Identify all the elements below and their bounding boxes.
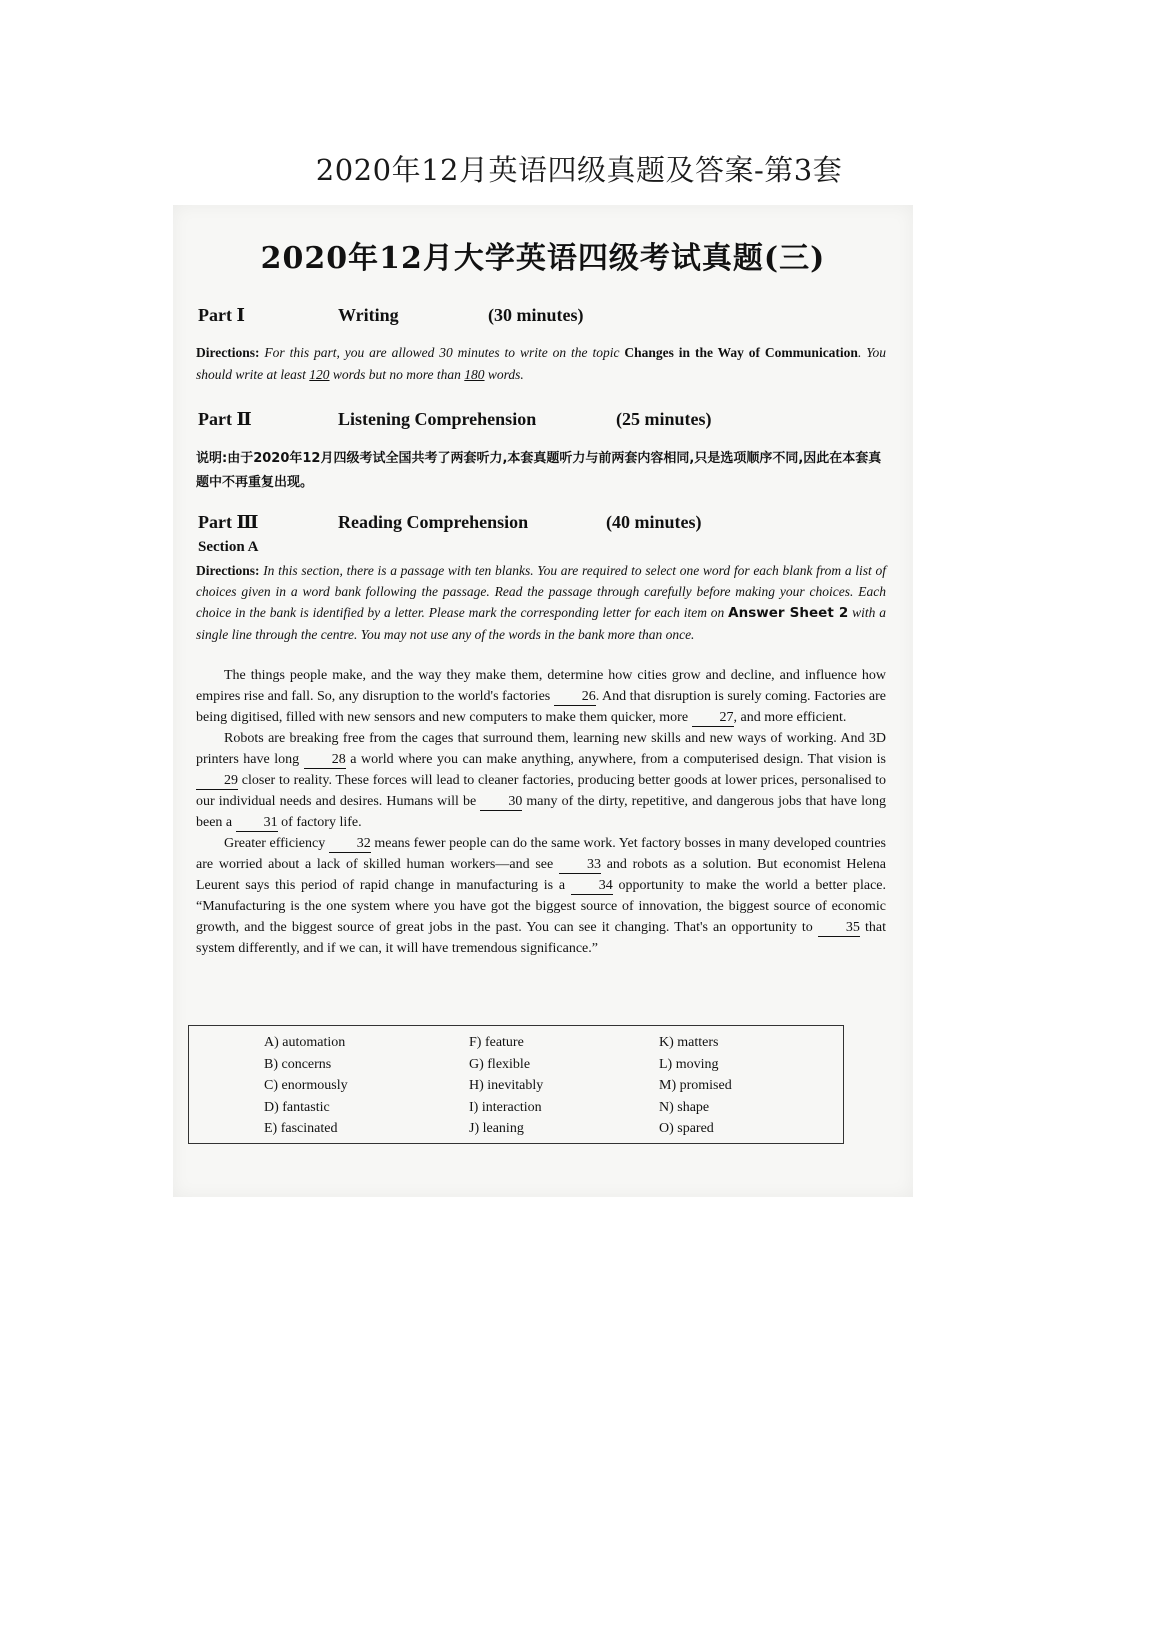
part3-number: Part Ⅲ <box>198 512 259 532</box>
word-option: C) enormously <box>264 1078 348 1093</box>
word-option: M) promised <box>659 1078 732 1093</box>
blank-27: 27 <box>692 710 734 727</box>
blank-26: 26 <box>554 689 596 706</box>
section-a-heading: Section A <box>198 539 259 555</box>
min-words: 120 <box>309 367 330 382</box>
passage-paragraph: The things people make, and the way they make them, determine how cities grow and decline, and influence how empires rise and fall. So, any disruption to the world's factories 26. And that disruption is surely coming. Factories are being digitised, filled with new sensors and new computers to make them quicker, more 27, and more efficient. <box>196 668 887 725</box>
exam-title: 2020年12月大学英语四级考试真题(三) <box>260 241 826 276</box>
passage-paragraph: Robots are breaking free from the cages that surround them, learning new skills and new ways of working. And 3D printers have long 28 a world where you can make anything, anywhere, from a computerised design. That vision is 29 closer to reality. These forces will lead to cleaner factories, producing better goods at lower prices, personalised to our individual needs and desires. Humans will be 30 many of the dirty, repetitive, and dangerous jobs that have long been a 31 of factory life. <box>196 731 886 830</box>
scanned-exam-page <box>173 205 913 1197</box>
blank-30: 30 <box>480 794 522 811</box>
part1-time: (30 minutes) <box>488 305 584 325</box>
word-bank-column-2 <box>469 1032 543 1140</box>
part2-name: Listening Comprehension <box>338 409 537 429</box>
blank-31: 31 <box>236 815 278 832</box>
word-bank-column-3 <box>659 1032 732 1140</box>
blank-33: 33 <box>559 857 601 874</box>
part1-number: Part Ⅰ <box>198 305 245 325</box>
part3-name: Reading Comprehension <box>338 512 529 532</box>
word-option: E) fascinated <box>264 1121 338 1136</box>
word-bank <box>188 1025 844 1144</box>
word-option: F) feature <box>469 1035 524 1050</box>
word-option: I) interaction <box>469 1099 542 1115</box>
part2-number: Part Ⅱ <box>198 409 252 429</box>
max-words: 180 <box>464 367 485 382</box>
writing-topic: Changes in the Way of Communication <box>624 345 858 360</box>
word-option: G) flexible <box>469 1056 531 1072</box>
part2-time: (25 minutes) <box>616 409 712 429</box>
word-option: L) moving <box>659 1056 719 1072</box>
blank-32: 32 <box>329 836 371 853</box>
word-option: H) inevitably <box>469 1078 544 1093</box>
word-option: B) concerns <box>264 1056 332 1072</box>
part3-directions: Directions: In this section, there is a passage with ten blanks. You are required to select one word for each blank from a list of choices given in a word bank following the passage. Read the passage through carefully before making your choices. Each choice in the bank is identified by a letter. Please mark the corresponding letter for each item on Answer Sheet 2 with a single line through the centre. You may not use any of the words in the bank more than once. <box>196 563 886 642</box>
blank-35: 35 <box>818 920 860 937</box>
directions-label: Directions: <box>196 345 260 360</box>
reading-passage <box>196 665 886 959</box>
word-option: O) spared <box>659 1121 714 1136</box>
word-option: J) leaning <box>469 1121 524 1136</box>
part2-note: 说明:由于2020年12月四级考试全国共考了两套听力,本套真题听力与前两套内容相同,只是选项顺序不同,因此在本套真题中不再重复出现。 <box>196 451 882 490</box>
answer-sheet-ref: Answer Sheet 2 <box>728 605 849 621</box>
directions-label: Directions: <box>196 563 260 578</box>
part1-name: Writing <box>338 305 399 325</box>
word-option: K) matters <box>659 1035 719 1050</box>
word-option: D) fantastic <box>264 1099 330 1115</box>
word-option: N) shape <box>659 1099 710 1115</box>
blank-34: 34 <box>571 878 613 895</box>
word-bank-column-1 <box>264 1032 348 1140</box>
part3-time: (40 minutes) <box>606 512 702 532</box>
blank-28: 28 <box>304 752 346 769</box>
document-title: 2020年12月英语四级真题及答案-第3套 <box>315 153 843 187</box>
passage-paragraph: Greater efficiency 32 means fewer people can do the same work. Yet factory bosses in many developed countries are worried about a lack of skilled human workers—and see 33 and robots as a solution. But economist Helena Leurent says this period of rapid change in manufacturing is a 34 opportunity to make the world a better place. “Manufacturing is the one system where you have got the biggest source of innovation, the biggest source of economic growth, and the biggest source of great jobs in the past. You can see it changing. That's an opportunity to 35 that system differently, and if we can, it will have tremendous significance.” <box>196 836 887 956</box>
blank-29: 29 <box>196 773 238 790</box>
part1-directions: Directions: For this part, you are allowed 30 minutes to write on the topic Changes in the Way of Communication. You should write at least 120 words but no more than 180 words. <box>196 345 886 382</box>
word-option: A) automation <box>264 1035 346 1050</box>
